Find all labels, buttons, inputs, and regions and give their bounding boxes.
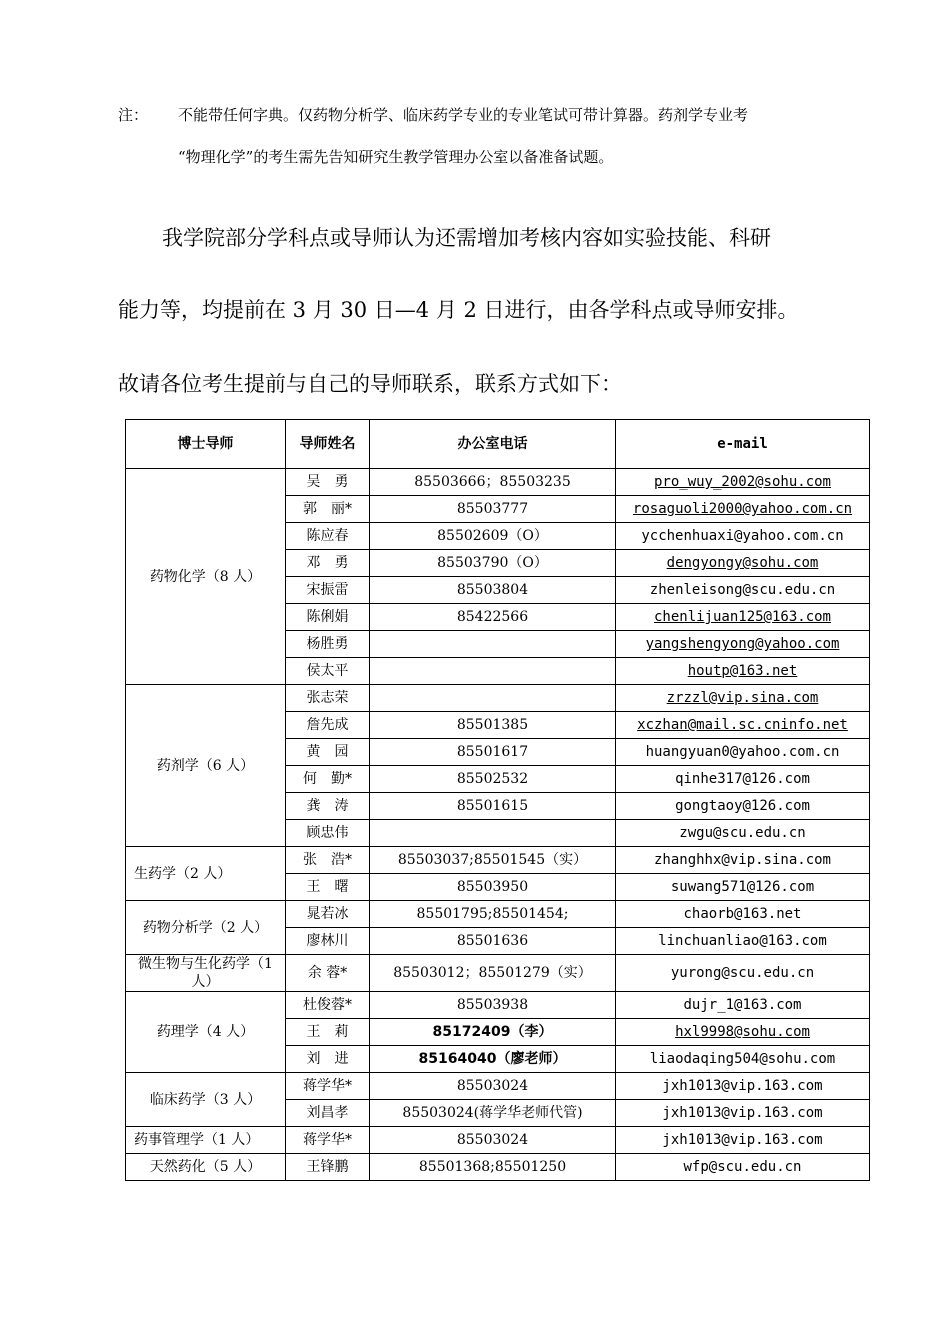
- email-cell: yurong@scu.edu.cn: [616, 955, 870, 992]
- email-cell: dujr_1@163.com: [616, 992, 870, 1019]
- phone-cell: 85503024: [370, 1073, 616, 1100]
- email-link[interactable]: rosaguoli2000@yahoo.com.cn: [616, 496, 870, 523]
- phone-cell: 85501615: [370, 793, 616, 820]
- name-cell: 黄 园: [286, 739, 370, 766]
- phone-cell: 85501385: [370, 712, 616, 739]
- group-cell: 药理学（4 人）: [126, 992, 286, 1073]
- name-cell: 蒋学华*: [286, 1073, 370, 1100]
- table-row: [126, 847, 870, 874]
- header-group: 博士导师: [126, 420, 286, 469]
- phone-cell: [370, 658, 616, 685]
- phone-cell: 85502609（O）: [370, 523, 616, 550]
- table-row: [126, 1154, 870, 1181]
- table-row: [126, 1073, 870, 1100]
- table-row: [126, 685, 870, 712]
- header-email: e-mail: [616, 420, 870, 469]
- email-cell: linchuanliao@163.com: [616, 928, 870, 955]
- group-cell: 微生物与生化药学（1 人）: [126, 955, 286, 992]
- email-link[interactable]: dengyongy@sohu.com: [616, 550, 870, 577]
- table-row: [126, 1127, 870, 1154]
- name-cell: 詹先成: [286, 712, 370, 739]
- phone-cell: 85501636: [370, 928, 616, 955]
- phone-cell: 85503938: [370, 992, 616, 1019]
- name-cell: 刘 进: [286, 1046, 370, 1073]
- email-link[interactable]: xczhan@mail.sc.cninfo.net: [616, 712, 870, 739]
- email-link[interactable]: chenlijuan125@163.com: [616, 604, 870, 631]
- email-link[interactable]: pro_wuy_2002@sohu.com: [616, 469, 870, 496]
- group-cell: 临床药学（3 人）: [126, 1073, 286, 1127]
- name-cell: 王 莉: [286, 1019, 370, 1046]
- name-cell: 刘昌孝: [286, 1100, 370, 1127]
- email-cell: wfp@scu.edu.cn: [616, 1154, 870, 1181]
- name-cell: 侯太平: [286, 658, 370, 685]
- group-cell: 生药学（2 人）: [126, 847, 286, 901]
- paragraph-line-2: 能力等，均提前在 3 月 30 日—4 月 2 日进行，由各学科点或导师安排。: [118, 298, 799, 322]
- name-cell: 杨胜勇: [286, 631, 370, 658]
- table-row: [126, 992, 870, 1019]
- email-cell: jxh1013@vip.163.com: [616, 1127, 870, 1154]
- name-cell: 晁若冰: [286, 901, 370, 928]
- name-cell: 张志荣: [286, 685, 370, 712]
- header-phone: 办公室电话: [370, 420, 616, 469]
- email-cell: suwang571@126.com: [616, 874, 870, 901]
- phone-cell: 85501795;85501454;: [370, 901, 616, 928]
- phone-cell: 85503790（O）: [370, 550, 616, 577]
- email-cell: chaorb@163.net: [616, 901, 870, 928]
- email-cell: zhanghhx@vip.sina.com: [616, 847, 870, 874]
- table-row: [126, 955, 870, 992]
- email-link[interactable]: zrzzl@vip.sina.com: [616, 685, 870, 712]
- phone-cell: [370, 685, 616, 712]
- email-link[interactable]: houtp@163.net: [616, 658, 870, 685]
- email-cell: huangyuan0@yahoo.com.cn: [616, 739, 870, 766]
- phone-cell: 85503012；85501279（实）: [370, 955, 616, 992]
- phone-cell: [370, 820, 616, 847]
- phone-cell: 85503024: [370, 1127, 616, 1154]
- phone-cell: 85503024(蒋学华老师代管): [370, 1100, 616, 1127]
- phone-cell: 85502532: [370, 766, 616, 793]
- table-header-row: [126, 420, 870, 469]
- supervisor-contacts-table: [125, 419, 870, 1181]
- name-cell: 顾忠伟: [286, 820, 370, 847]
- phone-cell: 85503804: [370, 577, 616, 604]
- name-cell: 蒋学华*: [286, 1127, 370, 1154]
- name-cell: 张 浩*: [286, 847, 370, 874]
- name-cell: 廖林川: [286, 928, 370, 955]
- note-label: 注：: [118, 106, 149, 124]
- note-line-2: “物理化学”的考生需先告知研究生教学管理办公室以备准备试题。: [178, 148, 614, 166]
- group-cell: 药物化学（8 人）: [126, 469, 286, 685]
- email-link[interactable]: hxl9998@sohu.com: [616, 1019, 870, 1046]
- email-cell: liaodaqing504@sohu.com: [616, 1046, 870, 1073]
- phone-cell: 85172409（李）: [370, 1019, 616, 1046]
- table-row: [126, 901, 870, 928]
- note-line-1: 不能带任何字典。仅药物分析学、临床药学专业的专业笔试可带计算器。药剂学专业考: [178, 106, 749, 124]
- name-cell: 吴 勇: [286, 469, 370, 496]
- name-cell: 杜俊蓉*: [286, 992, 370, 1019]
- group-cell: 药事管理学（1 人）: [126, 1127, 286, 1154]
- name-cell: 龚 涛: [286, 793, 370, 820]
- phone-cell: 85503950: [370, 874, 616, 901]
- email-cell: zhenleisong@scu.edu.cn: [616, 577, 870, 604]
- group-cell: 药剂学（6 人）: [126, 685, 286, 847]
- paragraph-line-1: 我学院部分学科点或导师认为还需增加考核内容如实验技能、科研: [162, 226, 771, 250]
- name-cell: 王锋鹏: [286, 1154, 370, 1181]
- email-link[interactable]: yangshengyong@yahoo.com: [616, 631, 870, 658]
- name-cell: 王 曙: [286, 874, 370, 901]
- phone-cell: 85503777: [370, 496, 616, 523]
- phone-cell: 85503037;85501545（实）: [370, 847, 616, 874]
- email-cell: jxh1013@vip.163.com: [616, 1100, 870, 1127]
- name-cell: 宋振雷: [286, 577, 370, 604]
- paragraph-line-3: 故请各位考生提前与自己的导师联系，联系方式如下：: [118, 372, 622, 396]
- table-row: [126, 469, 870, 496]
- name-cell: 陈应春: [286, 523, 370, 550]
- phone-cell: 85422566: [370, 604, 616, 631]
- email-cell: qinhe317@126.com: [616, 766, 870, 793]
- name-cell: 邓 勇: [286, 550, 370, 577]
- header-name: 导师姓名: [286, 420, 370, 469]
- group-cell: 药物分析学（2 人）: [126, 901, 286, 955]
- email-cell: zwgu@scu.edu.cn: [616, 820, 870, 847]
- email-cell: ycchenhuaxi@yahoo.com.cn: [616, 523, 870, 550]
- phone-cell: 85164040（廖老师）: [370, 1046, 616, 1073]
- name-cell: 郭 丽*: [286, 496, 370, 523]
- name-cell: 余 蓉*: [286, 955, 370, 992]
- email-cell: gongtaoy@126.com: [616, 793, 870, 820]
- phone-cell: 85503666；85503235: [370, 469, 616, 496]
- group-cell: 天然药化（5 人）: [126, 1154, 286, 1181]
- email-cell: jxh1013@vip.163.com: [616, 1073, 870, 1100]
- phone-cell: [370, 631, 616, 658]
- name-cell: 陈俐娟: [286, 604, 370, 631]
- name-cell: 何 勤*: [286, 766, 370, 793]
- phone-cell: 85501617: [370, 739, 616, 766]
- phone-cell: 85501368;85501250: [370, 1154, 616, 1181]
